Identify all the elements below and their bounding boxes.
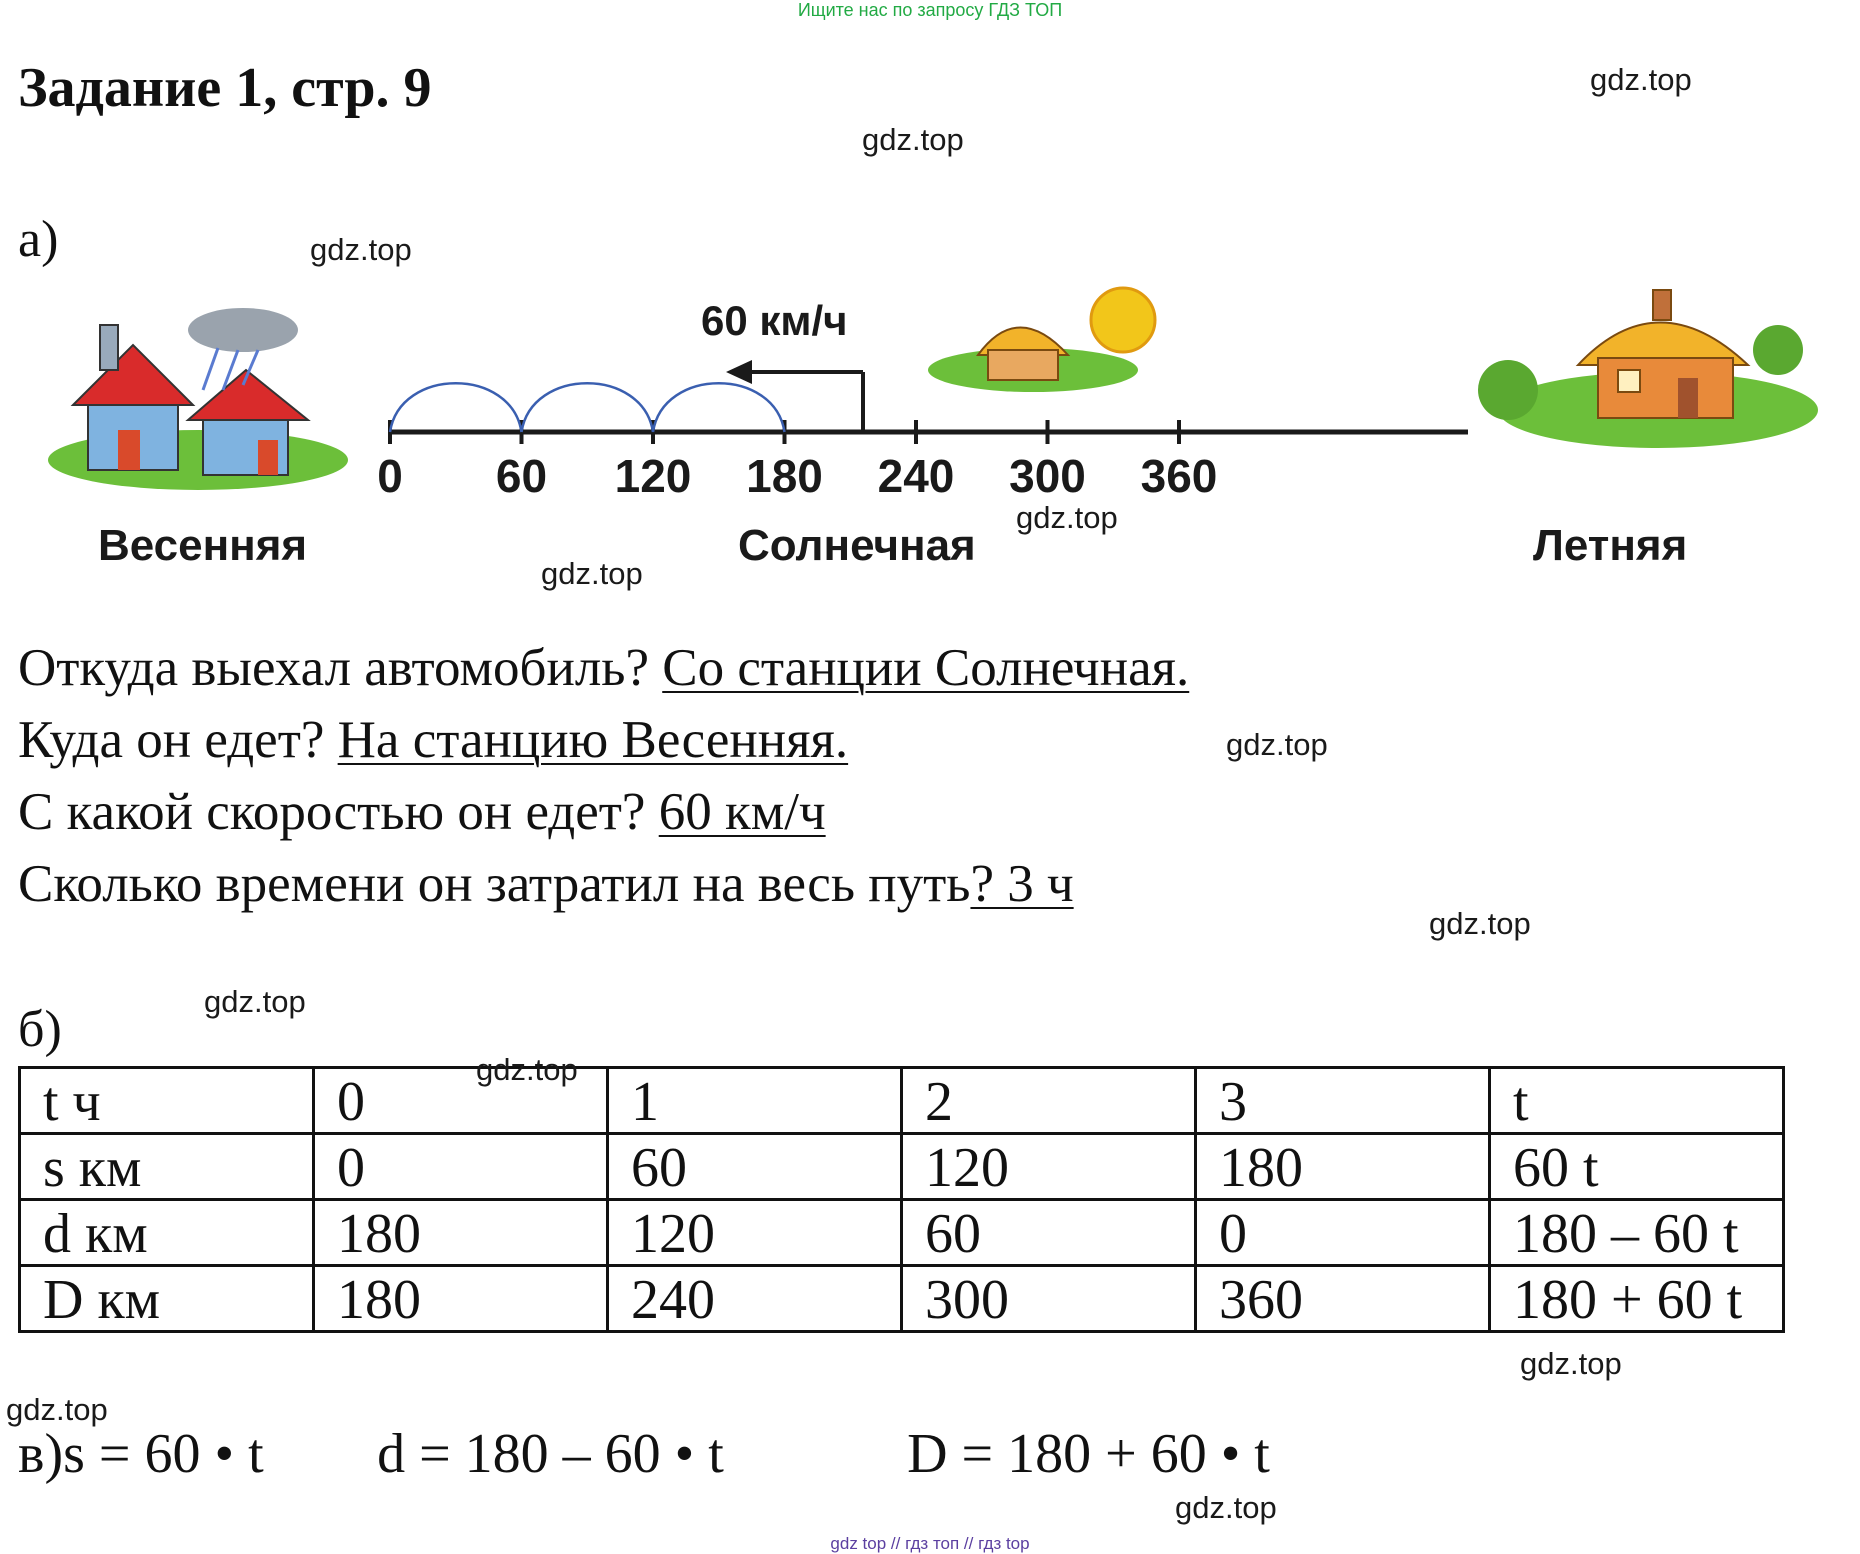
formula-D: D = 180 + 60 • t bbox=[907, 1423, 1270, 1485]
question-text: Куда он едет? bbox=[18, 711, 338, 769]
direction-arrow bbox=[726, 360, 863, 432]
table-cell: 180 + 60 t bbox=[1490, 1266, 1784, 1332]
table-cell: 0 bbox=[1196, 1200, 1490, 1266]
table-cell: 360 bbox=[1196, 1266, 1490, 1332]
distance-arc bbox=[653, 383, 785, 432]
table-cell: 0 bbox=[314, 1134, 608, 1200]
table-row-s bbox=[20, 1134, 1784, 1200]
question-line-3 bbox=[18, 782, 826, 842]
table-cell: s км bbox=[20, 1134, 314, 1200]
formula-label: в) bbox=[18, 1423, 64, 1485]
table-cell: 1 bbox=[608, 1068, 902, 1134]
station-label-solnechnaya: Солнечная bbox=[738, 521, 976, 570]
watermark: gdz.top bbox=[476, 1052, 578, 1087]
watermark: gdz.top bbox=[862, 122, 964, 157]
village-solnechnaya-illustration bbox=[928, 288, 1155, 392]
motion-table bbox=[18, 1066, 1785, 1333]
top-banner: Ищите нас по запросу ГДЗ ТОП bbox=[797, 0, 1063, 20]
tick-label: 360 bbox=[1140, 450, 1218, 502]
tick-label: 0 bbox=[377, 450, 403, 502]
station-label-letnyaya: Летняя bbox=[1533, 521, 1688, 570]
table-cell: 180 bbox=[314, 1200, 608, 1266]
question-text: Откуда выехал автомобиль? bbox=[18, 639, 663, 697]
watermark: gdz.top bbox=[1590, 62, 1692, 97]
task-title: Задание 1, стр. 9 bbox=[18, 57, 432, 119]
tick-label: 300 bbox=[1009, 450, 1086, 502]
distance-arcs bbox=[390, 383, 785, 432]
answer-text: На станцию Весенняя. bbox=[337, 711, 849, 769]
table-cell: 2 bbox=[902, 1068, 1196, 1134]
tick-label: 240 bbox=[877, 450, 955, 502]
watermark: gdz.top bbox=[6, 1392, 108, 1427]
table-cell: 180 bbox=[314, 1266, 608, 1332]
distance-arc bbox=[390, 383, 522, 432]
formula-d: d = 180 – 60 • t bbox=[377, 1423, 724, 1485]
watermark: gdz.top bbox=[541, 556, 643, 591]
distance-arc bbox=[522, 383, 654, 432]
village-letnyaya-illustration bbox=[1478, 290, 1818, 448]
table-cell: 120 bbox=[902, 1134, 1196, 1200]
question-text: С какой скоростью он едет? bbox=[18, 783, 659, 841]
table-cell: 120 bbox=[608, 1200, 902, 1266]
question-line-1 bbox=[18, 638, 1189, 698]
table-cell: 0 bbox=[314, 1068, 608, 1134]
table-cell: 3 bbox=[1196, 1068, 1490, 1134]
tick-label: 120 bbox=[614, 450, 692, 502]
table-row-D bbox=[20, 1266, 1784, 1332]
table-cell: 60 bbox=[608, 1134, 902, 1200]
table-cell: D км bbox=[20, 1266, 314, 1332]
table-cell: 180 bbox=[1196, 1134, 1490, 1200]
watermark: gdz.top bbox=[204, 984, 306, 1019]
table-cell: 240 bbox=[608, 1266, 902, 1332]
tick-label: 60 bbox=[495, 450, 548, 502]
question-line-4 bbox=[18, 854, 1074, 914]
section-a-label: а) bbox=[18, 211, 59, 268]
watermark: gdz.top bbox=[1429, 906, 1531, 941]
formula-s: s = 60 • t bbox=[63, 1423, 264, 1485]
formulas-line bbox=[18, 1422, 1270, 1486]
table-cell: 60 t bbox=[1490, 1134, 1784, 1200]
speed-label: 60 км/ч bbox=[701, 297, 848, 344]
watermark: gdz.top bbox=[1175, 1490, 1277, 1525]
tick-label: 180 bbox=[746, 450, 823, 502]
answer-text: 60 км/ч bbox=[658, 783, 826, 841]
question-line-2 bbox=[18, 710, 848, 770]
section-b-label: б) bbox=[18, 1001, 62, 1058]
table-row-d bbox=[20, 1200, 1784, 1266]
table-cell: d км bbox=[20, 1200, 314, 1266]
watermark: gdz.top bbox=[1520, 1346, 1622, 1381]
answer-text: Со станции Солнечная. bbox=[662, 639, 1190, 697]
watermark: gdz.top bbox=[1016, 500, 1118, 535]
question-text: Сколько времени он затратил на весь путь bbox=[18, 855, 971, 913]
watermark: gdz.top bbox=[310, 232, 412, 267]
answer-text: ? 3 ч bbox=[970, 855, 1074, 913]
table-row-time bbox=[20, 1068, 1784, 1134]
table-cell: t ч bbox=[20, 1068, 314, 1134]
table-cell: 300 bbox=[902, 1266, 1196, 1332]
route-diagram bbox=[18, 270, 1818, 590]
table-cell: 60 bbox=[902, 1200, 1196, 1266]
table-cell: 180 – 60 t bbox=[1490, 1200, 1784, 1266]
watermark: gdz.top bbox=[1226, 727, 1328, 762]
village-vesennyaya-illustration bbox=[48, 308, 348, 490]
table-cell: t bbox=[1490, 1068, 1784, 1134]
footer-links: gdz top // гдз топ // гдз top bbox=[830, 1534, 1030, 1553]
station-label-vesennyaya: Весенняя bbox=[98, 521, 308, 570]
